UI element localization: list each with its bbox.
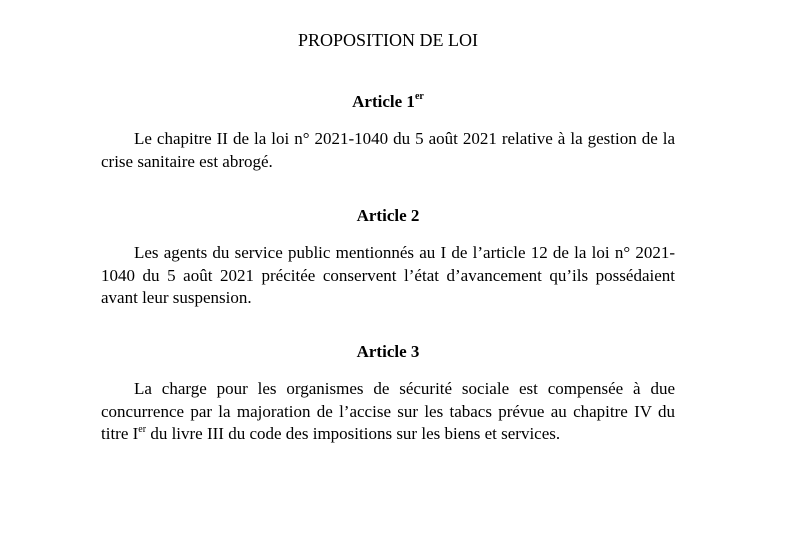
article-3-text-part-2: du livre III du code des impositions sur les biens et services. — [146, 424, 561, 443]
article-3-superscript: er — [138, 424, 147, 435]
article-3-heading: Article 3 — [356, 342, 420, 361]
document-title: PROPOSITION DE LOI — [298, 30, 478, 50]
article-3-paragraph — [101, 378, 675, 446]
article-1-heading-text: Article 1 — [352, 92, 415, 111]
article-1-heading — [101, 91, 675, 113]
article-3-text-part-1: La charge pour les organismes de sécurité sociale est compensée à due concurrence par la majoration de l’accise sur les tabacs prévue au chapitre IV du titre I — [101, 379, 675, 443]
article-2-paragraph: Les agents du service public mentionnés au I de l’article 12 de la loi n° 2021-1040 du 5 août 2021 précitée conservent l’état d’avancement qu’ils possédaient avant leur suspension. — [101, 243, 675, 307]
article-1-heading-superscript: er — [414, 91, 424, 102]
document-page — [101, 0, 675, 541]
article-1-paragraph: Le chapitre II de la loi n° 2021-1040 du 5 août 2021 relative à la gestion de la crise sanitaire est abrogé. — [101, 129, 675, 171]
article-2-heading: Article 2 — [356, 206, 420, 225]
